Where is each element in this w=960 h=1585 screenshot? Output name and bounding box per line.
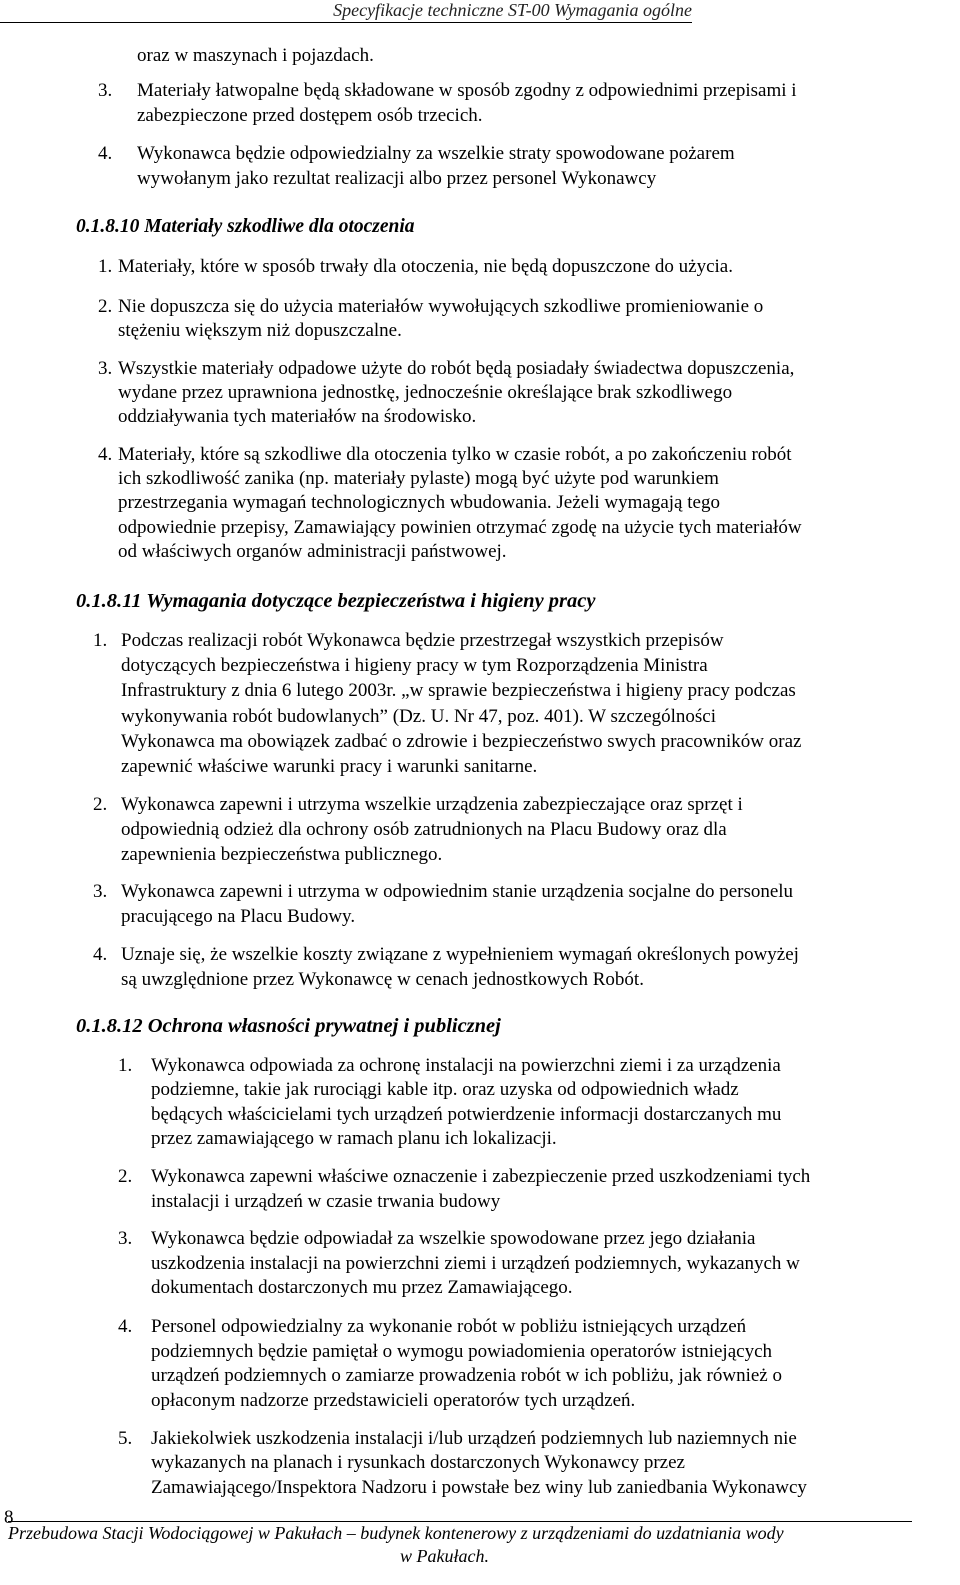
- s10-item-4-number: 4.: [98, 444, 113, 465]
- s11-item-2-number: 2.: [93, 794, 108, 815]
- s11-item-3-line-1: Wykonawca zapewni i utrzyma w odpowiednim stanie urządzenia socjalne do personelu: [121, 881, 794, 902]
- header-rule: [0, 22, 692, 23]
- s11-item-1-line-4: wykonywania robót budowlanych” (Dz. U. Nr 47, poz. 401). W szczególności: [121, 706, 717, 727]
- s12-item-1-line-1: Wykonawca odpowiada za ochronę instalacji na powierzchni ziemi i za urządzenia: [151, 1055, 781, 1076]
- s11-item-1-line-2: dotyczących bezpieczeństwa i higieny pracy w tym Rozporządzenia Ministra: [121, 655, 708, 676]
- s11-item-4-line-1: Uznaje się, że wszelkie koszty związane z wypełnieniem wymagań określonych powyżej: [121, 944, 799, 965]
- s12-item-1-line-4: przez zamawiającego w ramach planu ich lokalizacji.: [151, 1128, 557, 1149]
- s12-item-5-number: 5.: [118, 1428, 133, 1449]
- intro-line: oraz w maszynach i pojazdach.: [137, 45, 374, 66]
- s12-item-4-line-4: opłaconym nadzorze przedstawicieli operatorów tych urządzeń.: [151, 1390, 636, 1411]
- s12-item-3-line-3: dokumentach dostarczonych mu przez Zamawiającego.: [151, 1277, 573, 1298]
- s10-item-2-line-1: Nie dopuszcza się do użycia materiałów wywołujących szkodliwe promieniowanie o: [118, 296, 764, 317]
- s12-item-2-number: 2.: [118, 1166, 133, 1187]
- s11-item-4-line-2: są uwzględnione przez Wykonawcę w cenach jednostkowych Robót.: [121, 969, 644, 990]
- s12-item-2-line-2: instalacji i urządzeń w czasie trwania budowy: [151, 1191, 501, 1212]
- s12-item-3-line-1: Wykonawca będzie odpowiadał za wszelkie spowodowane przez jego działania: [151, 1228, 756, 1249]
- s10-item-1-number: 1.: [98, 256, 113, 277]
- s10-item-3-line-1: Wszystkie materiały odpadowe użyte do robót będą posiadały świadectwa dopuszczenia,: [118, 358, 795, 379]
- section-heading-10: 0.1.8.10 Materiały szkodliwe dla otoczenia: [76, 216, 415, 237]
- intro-item-4-line-2: wywołanym jako rezultat realizacji albo przez personel Wykonawcy: [137, 168, 657, 189]
- s11-item-1-number: 1.: [93, 630, 108, 651]
- s10-item-4-line-5: od właściwych organów administracji państwowej.: [118, 541, 507, 562]
- s12-item-4-line-2: podziemnych będzie pamiętał o wymogu powiadomienia operatorów istniejących: [151, 1341, 772, 1362]
- footer-rule: [8, 1521, 912, 1522]
- section-heading-11: 0.1.8.11 Wymagania dotyczące bezpieczeństwa i higieny pracy: [76, 590, 596, 612]
- s10-item-2-number: 2.: [98, 296, 113, 317]
- s11-item-1-line-6: zapewnić właściwe warunki pracy i warunki sanitarne.: [121, 756, 538, 777]
- s12-item-5-line-2: wykazanych na planach i rysunkach dostarczonych Wykonawcy przez: [151, 1452, 685, 1473]
- s12-item-5-line-3: Zamawiającego/Inspektora Nadzoru i powstałe bez winy lub zaniedbania Wykonawcy: [151, 1477, 807, 1498]
- s10-item-3-line-2: wydane przez uprawniona jednostkę, jednocześnie określające brak szkodliwego: [118, 382, 733, 403]
- s10-item-3-number: 3.: [98, 358, 113, 379]
- s11-item-1-line-3: Infrastruktury z dnia 6 lutego 2003r. „w sprawie bezpieczeństwa i higieny pracy podczas: [121, 680, 796, 701]
- s12-item-4-number: 4.: [118, 1316, 133, 1337]
- s12-item-4-line-1: Personel odpowiedzialny za wykonanie robót w pobliżu istniejących urządzeń: [151, 1316, 747, 1337]
- s12-item-1-number: 1.: [118, 1055, 133, 1076]
- page-number: 8: [4, 1507, 14, 1528]
- s11-item-3-line-2: pracującego na Placu Budowy.: [121, 906, 356, 927]
- s10-item-1-line-1: Materiały, które w sposób trwały dla otoczenia, nie będą dopuszczone do użycia.: [118, 256, 733, 277]
- s11-item-1-line-5: Wykonawca ma obowiązek zadbać o zdrowie i bezpieczeństwo swych pracowników oraz: [121, 731, 802, 752]
- section-heading-12: 0.1.8.12 Ochrona własności prywatnej i publicznej: [76, 1015, 501, 1037]
- footer-line-1: Przebudowa Stacji Wodociągowej w Pakułach – budynek kontenerowy z urządzeniami do uzdatniania wody: [8, 1523, 784, 1543]
- page-header-title: Specyfikacje techniczne ST-00 Wymagania ogólne: [333, 0, 692, 20]
- s11-item-2-line-3: zapewnienia bezpieczeństwa publicznego.: [121, 844, 443, 865]
- s12-item-5-line-1: Jakiekolwiek uszkodzenia instalacji i/lub urządzeń podziemnych lub naziemnych nie: [151, 1428, 797, 1449]
- s11-item-1-line-1: Podczas realizacji robót Wykonawca będzie przestrzegał wszystkich przepisów: [121, 630, 724, 651]
- intro-item-3-line-1: Materiały łatwopalne będą składowane w sposób zgodny z odpowiednimi przepisami i: [137, 80, 797, 101]
- s10-item-3-line-3: oddziaływania tych materiałów na środowisko.: [118, 406, 477, 427]
- s12-item-1-line-2: podziemne, takie jak rurociągi kable itp. oraz uzyska od odpowiednich władz: [151, 1079, 739, 1100]
- intro-item-3-line-2: zabezpieczone przed dostępem osób trzecich.: [137, 105, 483, 126]
- s11-item-2-line-1: Wykonawca zapewni i utrzyma wszelkie urządzenia zabezpieczające oraz sprzęt i: [121, 794, 743, 815]
- s11-item-3-number: 3.: [93, 881, 108, 902]
- s12-item-3-number: 3.: [118, 1228, 133, 1249]
- intro-item-3-number: 3.: [98, 80, 113, 101]
- s12-item-3-line-2: uszkodzenia instalacji na powierzchni ziemi i urządzeń podziemnych, wykazanych w: [151, 1253, 800, 1274]
- s12-item-4-line-3: urządzeń podziemnych o zamiarze prowadzenia robót w ich pobliżu, jak również o: [151, 1365, 782, 1386]
- s11-item-4-number: 4.: [93, 944, 108, 965]
- intro-item-4-line-1: Wykonawca będzie odpowiedzialny za wszelkie straty spowodowane pożarem: [137, 143, 735, 164]
- s12-item-1-line-3: będących właścicielami tych urządzeń potwierdzenie informacji dostarczanych mu: [151, 1104, 782, 1125]
- s10-item-4-line-3: przestrzegania wymagań technologicznych wbudowania. Jeżeli wymagają tego: [118, 492, 720, 513]
- s11-item-2-line-2: odpowiednią odzież dla ochrony osób zatrudnionych na Placu Budowy oraz dla: [121, 819, 727, 840]
- s10-item-2-line-2: stężeniu większym niż dopuszczalne.: [118, 320, 402, 341]
- footer-line-2: w Pakułach.: [400, 1546, 489, 1566]
- s10-item-4-line-1: Materiały, które są szkodliwe dla otoczenia tylko w czasie robót, a po zakończeniu robót: [118, 444, 792, 465]
- intro-item-4-number: 4.: [98, 143, 113, 164]
- s12-item-2-line-1: Wykonawca zapewni właściwe oznaczenie i zabezpieczenie przed uszkodzeniami tych: [151, 1166, 811, 1187]
- s10-item-4-line-2: ich szkodliwość zanika (np. materiały pylaste) mogą być użyte pod warunkiem: [118, 468, 719, 489]
- s10-item-4-line-4: odpowiednie przepisy, Zamawiający powinien otrzymać zgodę na użycie tych materiałów: [118, 517, 802, 538]
